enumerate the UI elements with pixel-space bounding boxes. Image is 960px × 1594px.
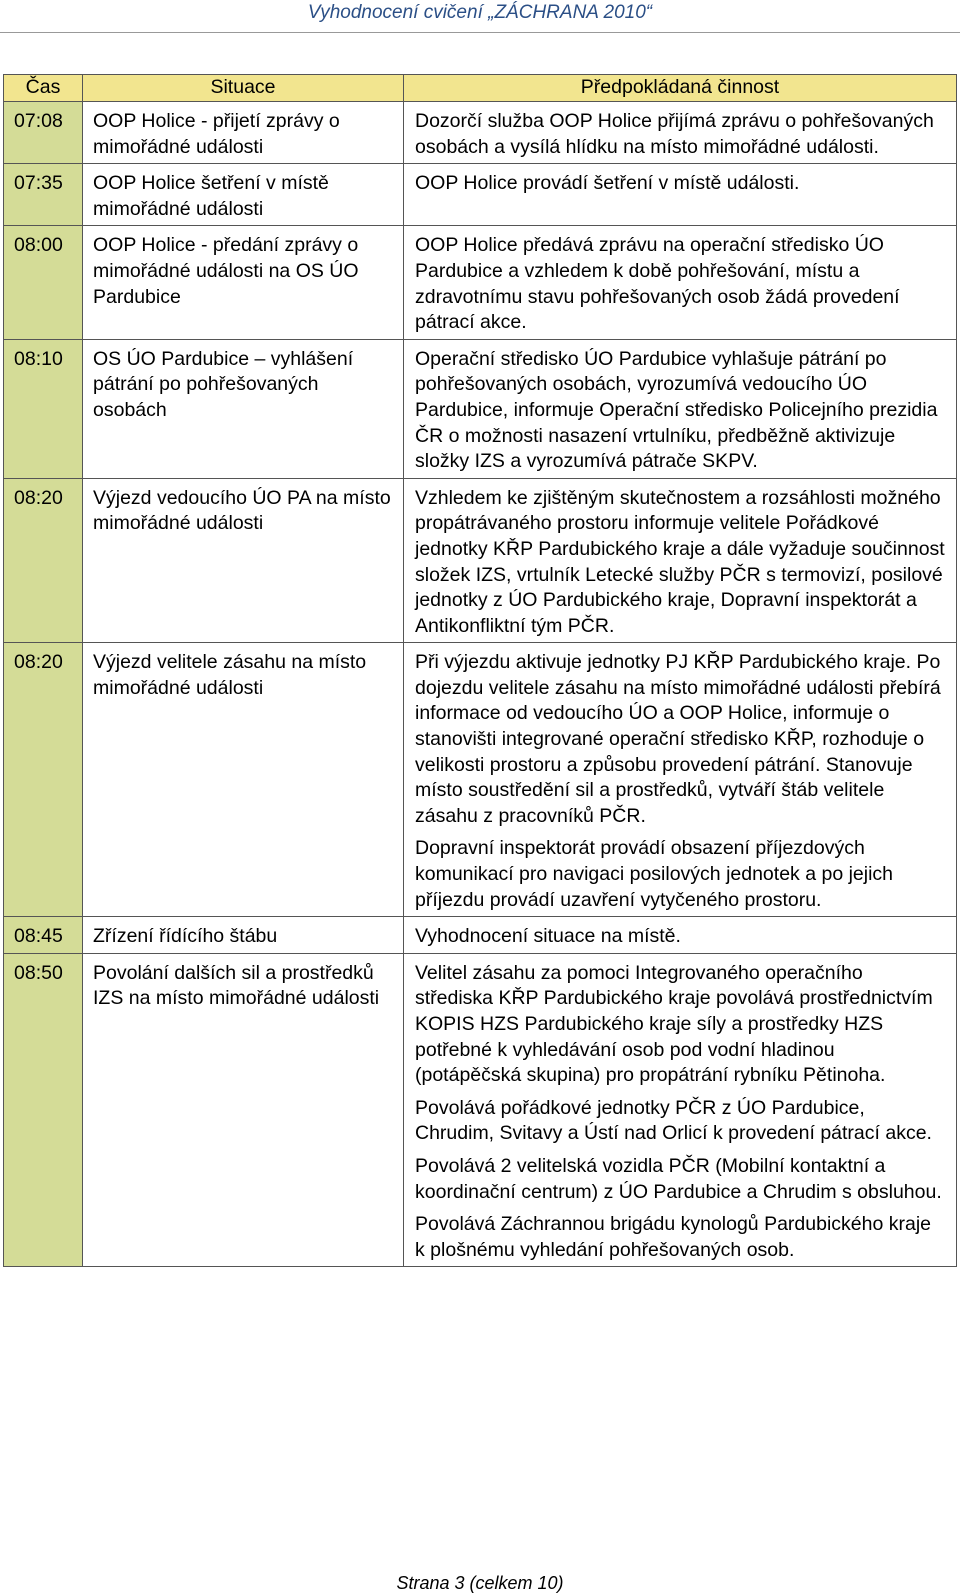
table-row bbox=[4, 102, 957, 164]
situation-text: OS ÚO Pardubice – vyhlášení pátrání po pohřešovaných osobách bbox=[93, 347, 354, 421]
situation-cell bbox=[83, 917, 404, 954]
activity-cell bbox=[404, 643, 957, 917]
time-cell: 07:35 bbox=[4, 164, 83, 226]
situation-cell bbox=[83, 478, 404, 643]
column-header-time: Čas bbox=[4, 75, 83, 102]
situation-text: OOP Holice šetření v místě mimořádné události bbox=[93, 172, 329, 220]
page-header: Vyhodnocení cvičení „ZÁCHRANA 2010“ bbox=[307, 2, 653, 23]
activity-paragraph: Při výjezdu aktivuje jednotky PJ KŘP Pardubického kraje. Po dojezdu velitele zásahu na místo mimořádné události přebírá informace od vedoucího ÚO a OOP Holice, informuje o stanovišti integrované operační středisko KŘP, rozhoduje o velikosti prostoru a způsobu provedení pátrání. Stanovuje místo soustředění sil a prostředků, vytváří štáb velitele zásahu z pracovníků PČR. bbox=[415, 651, 941, 827]
activity-paragraph: Operační středisko ÚO Pardubice vyhlašuje pátrání po pohřešovaných osobách, vyrozumívá vedoucího ÚO Pardubice, informuje Operační středisko Policejního prezidia ČR o možnosti nasazení vrtulníku, předběžně aktivizuje složky IZS a vyrozumívá pátrače SKPV. bbox=[415, 347, 938, 473]
table-row bbox=[4, 953, 957, 1267]
situation-cell bbox=[83, 643, 404, 917]
page-footer: Strana 3 (celkem 10) bbox=[396, 1573, 564, 1593]
table-row bbox=[4, 226, 957, 339]
activity-cell bbox=[404, 339, 957, 478]
table-row bbox=[4, 164, 957, 226]
activity-paragraph: Vzhledem ke zjištěným skutečnostem a rozsáhlosti možného propátrávaného prostoru informuje velitele Pořádkové jednotky KŘP Pardubického kraje a dále vyžaduje součinnost složek IZS, vrtulník Letecké služby PČR s termovizí, posilové jednotky z ÚO Pardubického kraje, Dopravní inspektorát a Antikonfliktní tým PČR. bbox=[415, 486, 945, 637]
header-divider bbox=[0, 32, 960, 33]
activity-paragraph: OOP Holice provádí šetření v místě události. bbox=[415, 172, 800, 195]
time-cell: 08:20 bbox=[4, 643, 83, 917]
activity-cell bbox=[404, 164, 957, 226]
situation-cell bbox=[83, 226, 404, 339]
situation-text: Výjezd velitele zásahu na místo mimořádné události bbox=[93, 651, 367, 699]
activity-cell bbox=[404, 953, 957, 1267]
situation-cell bbox=[83, 164, 404, 226]
table-row bbox=[4, 643, 957, 917]
table-row bbox=[4, 339, 957, 478]
activity-paragraph: Vyhodnocení situace na místě. bbox=[415, 925, 681, 948]
activity-table bbox=[3, 74, 957, 1267]
time-cell: 07:08 bbox=[4, 102, 83, 164]
activity-paragraph: Dozorčí služba OOP Holice přijímá zprávu o pohřešovaných osobách a vysílá hlídku na místo mimořádné události. bbox=[415, 110, 934, 158]
activity-paragraph: Velitel zásahu za pomoci Integrovaného operačního střediska KŘP Pardubického kraje povolává prostřednictvím KOPIS HZS Pardubického kraje síly a prostředky HZS potřebné k vyhledávání osob pod vodní hladinou (potápěčská skupina) pro propátrání rybníku Pětinoha. bbox=[415, 961, 933, 1087]
table-row bbox=[4, 917, 957, 954]
situation-text: Zřízení řídícího štábu bbox=[93, 925, 278, 948]
situation-cell bbox=[83, 953, 404, 1267]
activity-cell bbox=[404, 102, 957, 164]
time-cell: 08:20 bbox=[4, 478, 83, 643]
time-cell: 08:45 bbox=[4, 917, 83, 954]
column-header-activity: Předpokládaná činnost bbox=[404, 75, 957, 102]
activity-paragraph: Povolává Záchrannou brigádu kynologů Pardubického kraje k plošnému vyhledání pohřešovaných osob. bbox=[415, 1213, 931, 1261]
time-cell: 08:50 bbox=[4, 953, 83, 1267]
situation-text: Povolání dalších sil a prostředků IZS na místo mimořádné události bbox=[93, 961, 380, 1010]
situation-text: OOP Holice - předání zprávy o mimořádné události na OS ÚO Pardubice bbox=[93, 234, 359, 308]
time-cell: 08:10 bbox=[4, 339, 83, 478]
situation-text: Výjezd vedoucího ÚO PA na místo mimořádné události bbox=[93, 486, 391, 535]
table-row bbox=[4, 478, 957, 643]
activity-paragraph: Povolává pořádkové jednotky PČR z ÚO Pardubice, Chrudim, Svitavy a Ústí nad Orlicí k provedení pátrací akce. bbox=[415, 1096, 932, 1145]
situation-cell bbox=[83, 339, 404, 478]
activity-paragraph: OOP Holice předává zprávu na operační středisko ÚO Pardubice a vzhledem k době pohřešování, místu a zdravotnímu stavu pohřešovaných osob žádá provedení pátrací akce. bbox=[415, 234, 900, 334]
activity-paragraph: Povolává 2 velitelská vozidla PČR (Mobilní kontaktní a koordinační centrum) z ÚO Pardubice a Chrudim s obsluhou. bbox=[415, 1154, 942, 1203]
table-header-row bbox=[4, 75, 957, 102]
column-header-situation: Situace bbox=[83, 75, 404, 102]
activity-paragraph: Dopravní inspektorát provádí obsazení příjezdových komunikací pro navigaci posilových jednotek a po jejich příjezdu provádí uzavření vytyčeného prostoru. bbox=[415, 837, 894, 911]
activity-cell bbox=[404, 917, 957, 954]
time-cell: 08:00 bbox=[4, 226, 83, 339]
activity-cell bbox=[404, 478, 957, 643]
situation-cell bbox=[83, 102, 404, 164]
activity-cell bbox=[404, 226, 957, 339]
situation-text: OOP Holice - přijetí zprávy o mimořádné události bbox=[93, 110, 340, 158]
